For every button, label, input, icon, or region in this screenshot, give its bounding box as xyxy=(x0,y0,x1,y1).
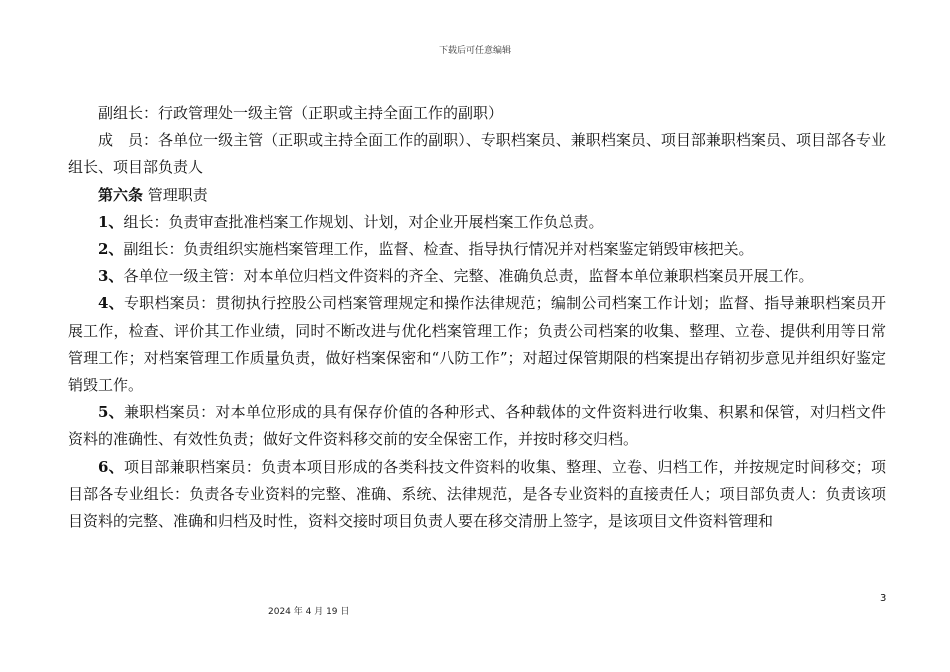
paragraph-text: 副组长：行政管理处一级主管（正职或主持全面工作的副职） xyxy=(98,104,504,122)
item-number: 3、 xyxy=(98,267,124,286)
page-number: 3 xyxy=(880,593,887,604)
item-number: 6、 xyxy=(98,457,124,476)
duty-item xyxy=(68,236,886,263)
article-six-heading xyxy=(68,182,886,209)
article-title: 管理职责 xyxy=(143,185,208,204)
item-text: 副组长：负责组织实施档案管理工作，监督、检查、指导执行情况并对档案鉴定销毁审核把关。 xyxy=(123,240,754,259)
item-text: 项目部兼职档案员：负责本项目形成的各类科技文件资料的收集、整理、立卷、归档工作，并按规定时间移交；项目部各专业组长：负责各专业资料的完整、准确、系统、法律规范，是各专业资料的直接责任人；项目部负责人：负责该项目资料的完整、准确和归档及时性，资料交接时项目负责人要在移交清册上签字，是该项目文件资料管理和 xyxy=(68,457,886,531)
item-number: 2、 xyxy=(98,240,124,259)
document-body xyxy=(68,100,886,535)
page-header: 下载后可任意编辑 xyxy=(438,46,511,56)
duty-item xyxy=(68,399,886,453)
paragraph-text: 成 员：各单位一级主管（正职或主持全面工作的副职）、专职档案员、兼职档案员、项目部兼职档案员、项目部各专业组长、项目部负责人 xyxy=(68,131,886,177)
footer-date: 2024 年 4 月 19 日 xyxy=(268,607,350,617)
duty-item xyxy=(68,454,886,536)
item-number: 1、 xyxy=(98,212,124,231)
item-text: 兼职档案员：对本单位形成的具有保存价值的各种形式、各种载体的文件资料进行收集、积累和保管，对归档文件资料的准确性、有效性负责；做好文件资料移交前的安全保密工作，并按时移交归档。 xyxy=(68,403,886,449)
item-text: 组长：负责审查批准档案工作规划、计划，对企业开展档案工作负总责。 xyxy=(123,212,604,231)
paragraph-members xyxy=(68,127,886,181)
duty-item xyxy=(68,290,886,399)
item-text: 各单位一级主管：对本单位归档文件资料的齐全、完整、准确负总责，监督本单位兼职档案员开展工作。 xyxy=(123,267,814,286)
article-number: 第六条 xyxy=(98,185,144,204)
duty-item xyxy=(68,209,886,236)
duty-item xyxy=(68,263,886,290)
item-text: 专职档案员：贯彻执行控股公司档案管理规定和操作法律规范；编制公司档案工作计划；监督、指导兼职档案员开展工作，检查、评价其工作业绩，同时不断改进与优化档案管理工作；负责公司档案的收集、整理、立卷、提供利用等日常管理工作；对档案管理工作质量负责，做好档案保密和“八防工作”；对超过保管期限的档案提出存销初步意见并组织好鉴定销毁工作。 xyxy=(68,294,886,395)
paragraph-deputy-leader xyxy=(68,100,886,127)
item-number: 5、 xyxy=(98,403,124,422)
item-number: 4、 xyxy=(98,294,124,313)
